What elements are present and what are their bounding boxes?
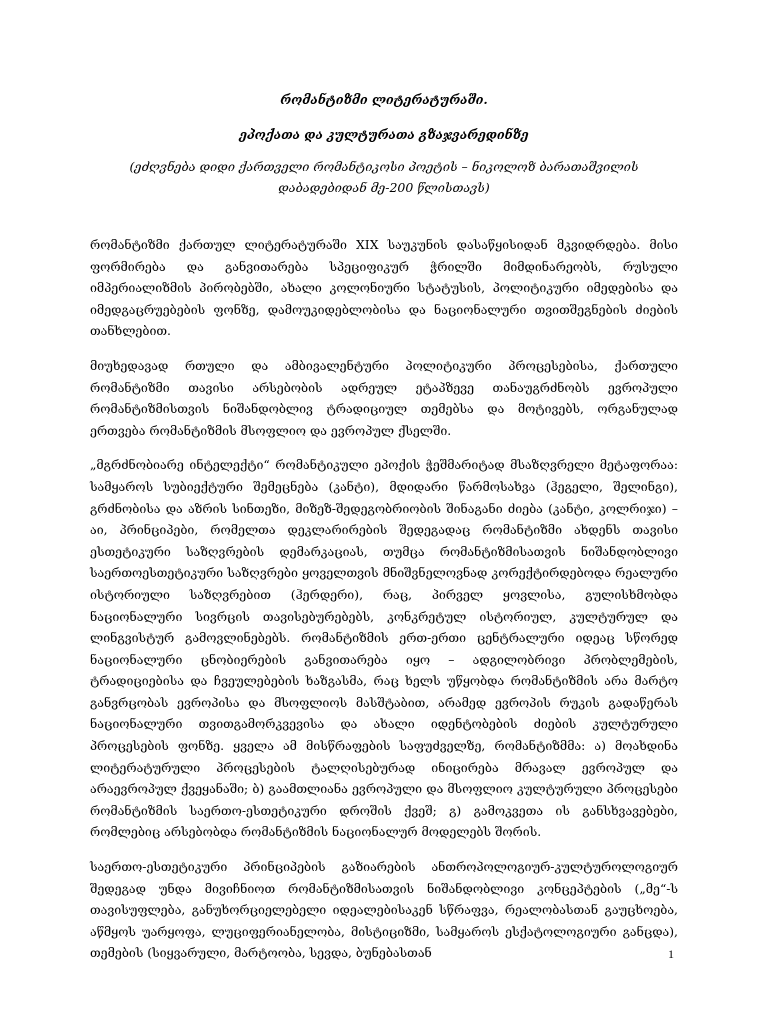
body-text [90, 234, 678, 977]
dedication-line-1: (ეძღვნება დიდი ქართველი რომანტიკოსი პოეტის – ნიკოლოზ ბარათაშვილის [129, 159, 639, 174]
paragraph-2: მიუხედავად რთული და ამბივალენტური პოლიტიკური პროცესებისა, ქართული რომანტიზმი თავისი არსებობის ადრეულ ეტაპზევე თანაუგრძნობს ევროპული რომანტიზმისთვის ნიშანდობლივ ტრადიციულ თემებსა და მოტივებს, ორგანულად ერთვება რომანტიზმის მსოფლიო და ევროპულ ქსელში. [90, 357, 678, 438]
paragraph-1: რომანტიზმი ქართულ ლიტერატურაში XIX საუკუნის დასაწყისიდან მკვიდრდება. მისი ფორმირება და განვითარება სპეციფიკურ ჭრილში მიმდინარეობს, რუსული იმპერიალიზმის პირობებში, ახალი კოლონიური სტატუსის, პოლიტიკური იმედებისა და იმედგაცრუებების ფონზე, დამოუკიდებლობისა და ნაციონალური თვითშეგნების ძიების თანხლებით. [90, 237, 678, 339]
paragraph-4: საერთო-ესთეტიკური პრინციპების გაზიარების ანთროპოლოგიურ-კულტუროლოგიურ შედეგად უნდა მივიჩნიოთ რომანტიზმისათვის ნიშანდობლივი კონცეპტების („მე“-ს თავისუფლება, განუხორციელებელი იდეალებისაკენ სწრაფვა, რეალობასთან გაუცხოება, აწმყოს უარყოფა, ლუციფერიანელობა, მისტიციზმი, სამყაროს ესქატოლოგიური განცდა), თემების (სიყვარული, მარტოობა, სევდა, ბუნებასთან [90, 859, 678, 961]
document-subtitle: ეპოქათა და კულტურათა გზაჯვარედინზე [239, 127, 529, 142]
dedication-line-2: დაბადებიდან მე-200 წლისთავს) [278, 180, 490, 195]
page-number: 1 [668, 947, 674, 961]
dedication [90, 156, 678, 198]
document-title: რომანტიზმი ლიტერატურაში. [280, 92, 488, 107]
paragraph-3: „მგრძნობიარე ინტელექტი“ რომანტიკული ეპოქის ჭეშმარიტად მსაზღვრელი მეტაფორაა: სამყაროს სუბიექტური შემეცნება (კანტი), მდიდარი წარმოსახვა (ჰეგელი, შელინგი), გრძნობისა და აზრის სინთეზი, მიზეზ-შედეგობრიობის შინაგანი ძიება (კანტი, კოლრიჯი) – აი, პრინციპები, რომელთა დეკლარირების შედეგადაც რომანტიზმი ახდენს თავისი ესთეტიკური საზღვრების დემარკაციას, თუმცა რომანტიზმისათვის ნიშანდობლივი საერთოესთეტიკური საზღვრები ყოველთვის მნიშვნელოვნად კორექტირდებოდა რეალური ისტორიული საზღვრებით (ჰერდერი), რაც, პირველ ყოვლისა, გულისხმობდა ნაციონალური სივრცის თავისებურებებს, კონკრეტულ ისტორიულ, კულტურულ და ლინგვისტურ გამოვლინებებს. რომანტიზმის ერთ-ერთი ცენტრალური იდეაც სწორედ ნაციონალური ცნობიერების განვითარება იყო – ადგილობრივი პრობლემების, ტრადიციებისა და ჩვეულებების ხაზგასმა, რაც ხელს უწყობდა რომანტიზმის არა მარტო განვრცობას ევროპისა და მსოფლიოს მასშტაბით, არამედ ევროპის რუკის გადაწერას ნაციონალური თვითგამორკვევისა და ახალი იდენტობების ძიების კულტურული პროცესების ფონზე. ყველა ამ მისწრაფების საფუძველზე, რომანტიზმმა: ა) მოახდინა ლიტერატურული პროცესების ტალღისებურად ინიცირება მრავალ ევროპულ და არაევროპულ ქვეყანაში; ბ) გაამთლიანა ევროპული და მსოფლიო კულტურული პროცესები რომანტიზმის საერთო-ესთეტიკური დროშის ქვეშ; გ) გამოკვეთა ის განსხვავებები, რომლებიც არსებობდა რომანტიზმის ნაციონალურ მოდელებს შორის. [90, 457, 678, 840]
